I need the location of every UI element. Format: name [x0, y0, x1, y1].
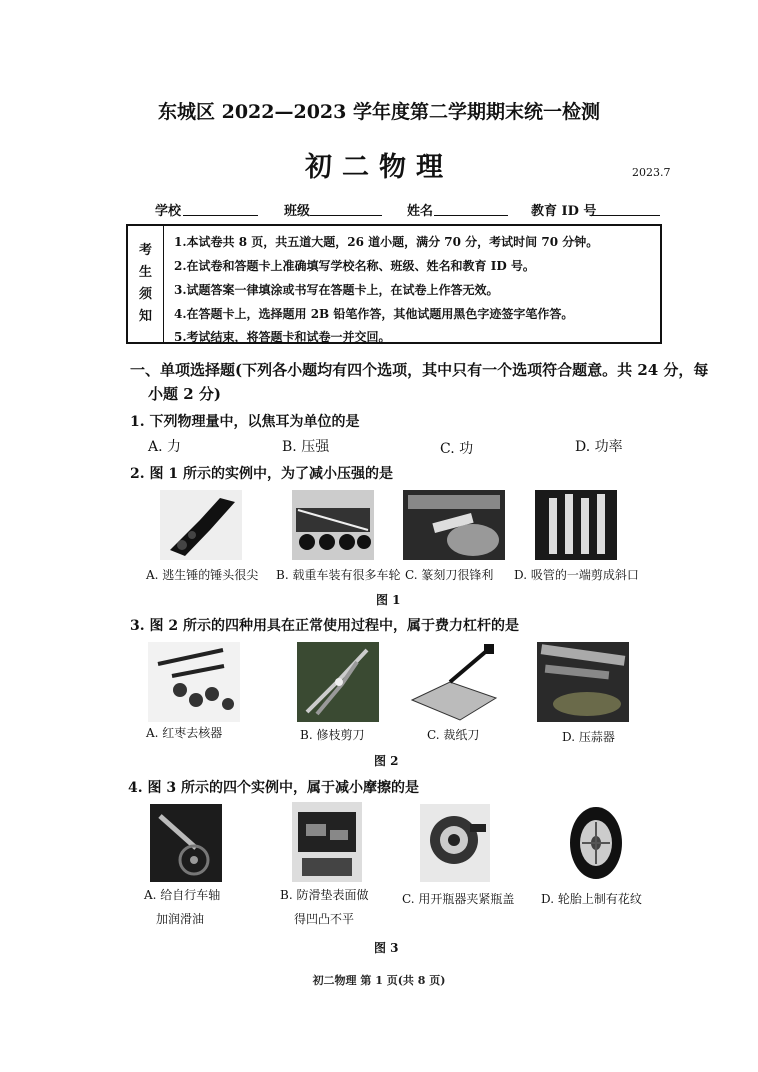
tire-tread-image	[565, 802, 627, 884]
jujube-pitter-image	[148, 642, 240, 722]
class-blank[interactable]	[310, 215, 382, 216]
notice-item: 3.试题答案一律填涂或书写在答题卡上，在试卷上作答无效。	[174, 283, 499, 297]
question-4-stem: 4. 图 3 所示的四个实例中，属于减小摩擦的是	[128, 780, 419, 796]
section-heading: 一、单项选择题(下列各小题均有四个选项，其中只有一个选项符合题意。共 24 分，每	[130, 361, 709, 379]
q3-caption-b: B. 修枝剪刀	[300, 728, 365, 742]
page-footer: 初二物理 第 1 页(共 8 页)	[312, 974, 446, 987]
q1-option-b[interactable]: B. 压强	[282, 439, 330, 455]
figure-1-label: 图 1	[376, 593, 401, 607]
notice-item: 2.在试卷和答题卡上准确填写学校名称、班级、姓名和教育 ID 号。	[174, 259, 535, 273]
name-label: 姓名	[407, 204, 434, 219]
q4-caption-b-line2: 得凹凸不平	[294, 912, 355, 926]
figure-2-label: 图 2	[374, 754, 399, 768]
escape-hammer-image	[160, 490, 242, 560]
section-heading-cont: 小题 2 分)	[148, 385, 221, 403]
q4-caption-a-line2: 加润滑油	[156, 912, 205, 926]
q1-option-a[interactable]: A. 力	[148, 439, 182, 455]
school-label: 学校	[155, 204, 182, 219]
notice-item: 4.在答题卡上，选择题用 2B 铅笔作答，其他试题用黑色字迹签字笔作答。	[174, 307, 574, 321]
paper-cutter-image	[406, 642, 498, 722]
garlic-press-image	[537, 642, 629, 722]
name-blank[interactable]	[434, 215, 508, 216]
edu-id-blank[interactable]	[590, 215, 660, 216]
bicycle-oil-image	[150, 804, 222, 882]
notice-label: 考 生 须 知	[128, 226, 164, 342]
q2-caption-c: C. 篆刻刀很锋利	[405, 568, 494, 582]
truck-wheels-image	[292, 490, 374, 560]
q2-caption-d: D. 吸管的一端剪成斜口	[514, 568, 639, 582]
q3-caption-c: C. 裁纸刀	[427, 728, 480, 742]
anti-slip-mat-image	[292, 802, 362, 882]
q2-caption-a: A. 逃生锤的锤头很尖	[146, 568, 259, 582]
seal-carving-knife-image	[403, 490, 505, 560]
class-label: 班级	[284, 204, 311, 219]
exam-date: 2023.7	[632, 166, 671, 179]
q3-caption-a: A. 红枣去核器	[146, 726, 223, 740]
school-blank[interactable]	[183, 215, 258, 216]
notice-item: 1.本试卷共 8 页，共五道大题，26 道小题，满分 70 分，考试时间 70 分钟。	[174, 235, 599, 249]
q4-caption-c: C. 用开瓶器夹紧瓶盖	[402, 892, 515, 906]
question-1-stem: 1. 下列物理量中，以焦耳为单位的是	[130, 414, 360, 430]
question-3-stem: 3. 图 2 所示的四种用具在正常使用过程中，属于费力杠杆的是	[130, 618, 519, 634]
q4-caption-b-line1: B. 防滑垫表面做	[280, 888, 369, 902]
q4-caption-a-line1: A. 给自行车轴	[144, 888, 221, 902]
subject-title: 初二物理	[305, 152, 453, 183]
notice-item: 5.考试结束，将答题卡和试卷一并交回。	[174, 330, 391, 344]
q3-caption-d: D. 压蒜器	[562, 730, 615, 744]
question-2-stem: 2. 图 1 所示的实例中，为了减小压强的是	[130, 466, 393, 482]
q1-option-c[interactable]: C. 功	[440, 441, 474, 457]
q1-option-d[interactable]: D. 功率	[575, 439, 623, 455]
exam-notice-box	[126, 224, 662, 344]
figure-3-label: 图 3	[374, 941, 399, 955]
straw-image	[535, 490, 617, 560]
q4-caption-d: D. 轮胎上制有花纹	[541, 892, 642, 906]
bottle-opener-image	[420, 804, 490, 882]
q2-caption-b: B. 载重车装有很多车轮	[276, 568, 401, 582]
pruning-shears-image	[297, 642, 379, 722]
exam-title: 东城区 2022—2023 学年度第二学期期末统一检测	[158, 101, 600, 123]
edu-id-label: 教育 ID 号	[531, 204, 597, 219]
